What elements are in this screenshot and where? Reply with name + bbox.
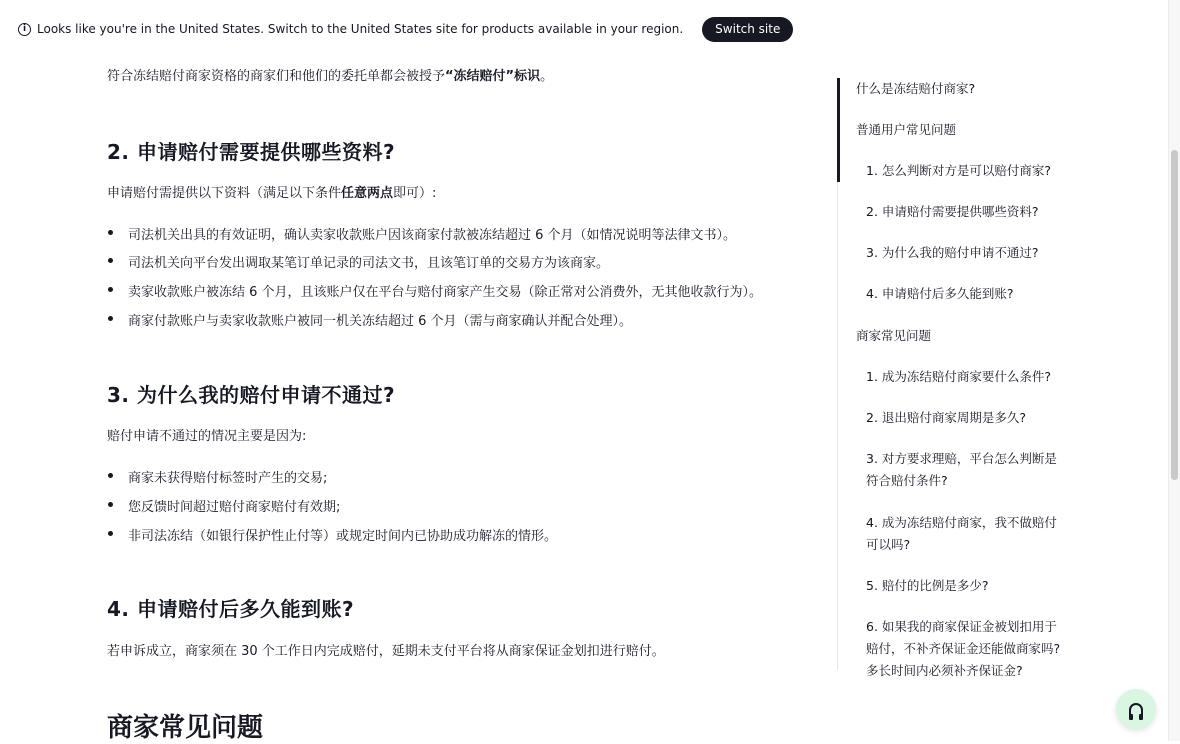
toc-item-merchant-conditions[interactable]: 1. 成为冻结赔付商家要什么条件? <box>866 369 1052 384</box>
list-item: 卖家收款账户被冻结 6 个月，且该账户仅在平台与赔付商家产生交易（除正常对公消费外，无其他收款行为）。 <box>128 281 762 300</box>
list-item: 商家付款账户与卖家收款账户被同一机关冻结超过 6 个月（需与商家确认并配合处理）。 <box>128 310 632 329</box>
list-item: 司法机关向平台发出调取某笔订单记录的司法文书，且该笔订单的交易方为该商家。 <box>128 252 609 271</box>
list-item: 非司法冻结（如银行保护性止付等）或规定时间内已协助成功解冻的情形。 <box>128 525 557 544</box>
intro-paragraph: 符合冻结赔付商家资格的商家们和他们的委托单都会被授予“冻结赔付”标识。 <box>107 69 554 84</box>
toc-item-exit-period[interactable]: 2. 退出赔付商家周期是多久? <box>866 410 1027 425</box>
switch-site-button[interactable]: Switch site <box>702 17 793 42</box>
section-heading-documents: 2. 申请赔付需要提供哪些资料? <box>107 140 396 164</box>
list-item: 您反馈时间超过赔付商家赔付有效期; <box>128 496 340 515</box>
region-notice-banner <box>0 0 1168 58</box>
toc-item-payout-ratio[interactable]: 5. 赔付的比例是多少? <box>866 578 989 593</box>
section-intro-payout-time: 若申诉成立，商家须在 30 个工作日内完成赔付，延期未支付平台将从商家保证金划扣进行赔付。 <box>107 644 665 659</box>
toc-item-payout-time[interactable]: 4. 申请赔付后多久能到账? <box>866 286 1014 301</box>
section-intro-rejection: 赔付申请不通过的情况主要是因为: <box>107 429 307 444</box>
section-heading-rejection: 3. 为什么我的赔付申请不通过? <box>107 383 396 407</box>
list-item: 商家未获得赔付标签时产生的交易; <box>128 467 327 486</box>
section-heading-payout-time: 4. 申请赔付后多久能到账? <box>107 597 355 621</box>
toc-item-what-is-merchant[interactable]: 什么是冻结赔付商家? <box>856 81 976 96</box>
headset-icon <box>1129 703 1143 716</box>
toc-item-no-payout[interactable]: 4. 成为冻结赔付商家，我不做赔付可以吗? <box>866 515 1057 552</box>
toc-item-deposit-deduction[interactable]: 6. 如果我的商家保证金被划扣用于赔付，不补齐保证金还能做商家吗? 多长时间内必须补齐保证金? <box>866 619 1061 678</box>
customer-support-button[interactable] <box>1116 689 1156 729</box>
page-scrollbar[interactable] <box>1168 0 1180 741</box>
badge-name: “冻结赔付”标识 <box>445 69 541 84</box>
region-notice-message: Looks like you're in the United States. Switch to the United States site for products available in your region. <box>37 22 684 36</box>
scrollbar-thumb[interactable] <box>1171 150 1178 480</box>
section-intro-documents: 申请赔付需提供以下资料（满足以下条件任意两点即可）: <box>107 186 437 201</box>
toc-item-documents[interactable]: 2. 申请赔付需要提供哪些资料? <box>866 204 1039 219</box>
toc-active-indicator <box>837 78 840 182</box>
toc-item-merchant-faq[interactable]: 商家常见问题 <box>856 328 932 343</box>
table-of-contents <box>837 78 1077 678</box>
toc-item-how-to-judge[interactable]: 1. 怎么判断对方是可以赔付商家? <box>866 163 1052 178</box>
list-item: 司法机关出具的有效证明，确认卖家收款账户因该商家付款被冻结超过 6 个月（如情况说明等法律文书）。 <box>128 224 736 243</box>
toc-item-user-faq[interactable]: 普通用户常见问题 <box>856 122 957 137</box>
toc-item-rejection[interactable]: 3. 为什么我的赔付申请不通过? <box>866 245 1039 260</box>
info-icon: i <box>18 23 31 36</box>
merchant-faq-heading: 商家常见问题 <box>107 713 264 743</box>
toc-item-claim-judgement[interactable]: 3. 对方要求理赔，平台怎么判断是符合赔付条件? <box>866 451 1057 488</box>
